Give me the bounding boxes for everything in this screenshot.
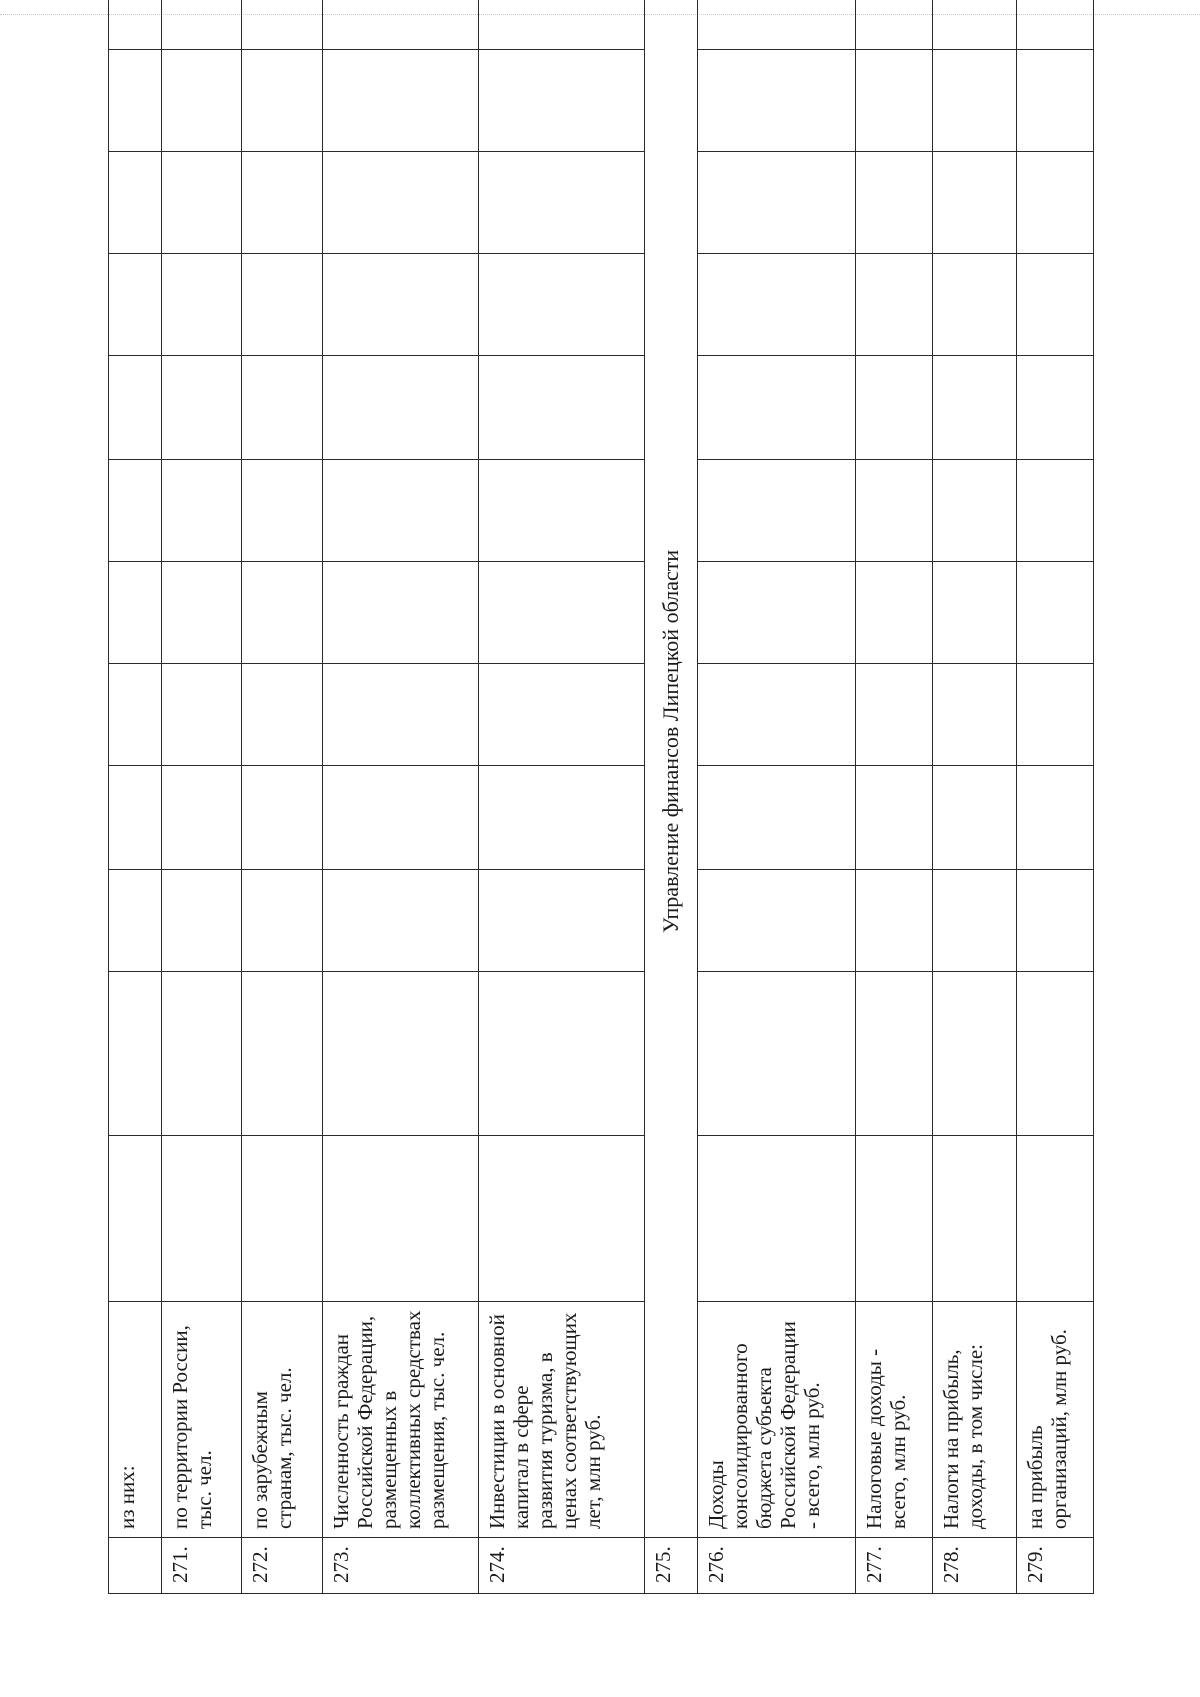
value-cell (109, 766, 162, 870)
value-cell (855, 152, 932, 254)
value-cell (109, 562, 162, 664)
value-cell (162, 766, 241, 870)
value-cell (109, 254, 162, 356)
value-cell (241, 870, 323, 972)
value-cell (1016, 254, 1093, 356)
table-row (323, 0, 478, 1594)
value-cell (162, 1136, 241, 1302)
value-cell (162, 50, 241, 152)
value-cell (855, 50, 932, 152)
row-number: 278. (933, 1538, 1017, 1594)
value-cell (933, 766, 1017, 870)
value-cell (698, 562, 856, 664)
row-number: 279. (1016, 1538, 1093, 1594)
value-cell (855, 356, 932, 460)
value-cell (241, 356, 323, 460)
value-cell (698, 664, 856, 766)
value-cell (933, 50, 1017, 152)
value-cell (109, 972, 162, 1136)
value-cell (109, 0, 162, 50)
row-number: 277. (855, 1538, 932, 1594)
value-cell (323, 0, 478, 50)
value-cell (855, 972, 932, 1136)
value-cell (933, 664, 1017, 766)
row-label: Налоговые доходы - всего, млн руб. (855, 1302, 932, 1538)
row-label: Инвестиции в основной капитал в сфере развития туризма, в ценах соответствующих лет, млн руб. (478, 1302, 644, 1538)
value-cell (1016, 460, 1093, 562)
value-cell (109, 870, 162, 972)
row-label: Доходы консолидированного бюджета субъекта Российской Федерации - всего, млн руб. (698, 1302, 856, 1538)
value-cell (933, 870, 1017, 972)
section-title: Управление финансов Липецкой области (644, 0, 697, 1538)
value-cell (933, 0, 1017, 50)
value-cell (323, 562, 478, 664)
row-label: из них: (109, 1302, 162, 1538)
value-cell (478, 766, 644, 870)
value-cell (478, 870, 644, 972)
value-cell (933, 972, 1017, 1136)
value-cell (241, 50, 323, 152)
table-row (1016, 0, 1093, 1594)
row-label: по территории России, тыс. чел. (162, 1302, 241, 1538)
value-cell (855, 1136, 932, 1302)
value-cell (478, 356, 644, 460)
value-cell (478, 460, 644, 562)
value-cell (478, 1136, 644, 1302)
value-cell (855, 460, 932, 562)
value-cell (241, 1136, 323, 1302)
value-cell (109, 50, 162, 152)
value-cell (478, 254, 644, 356)
indicators-table (108, 0, 1094, 1594)
value-cell (698, 152, 856, 254)
value-cell (478, 50, 644, 152)
value-cell (109, 1136, 162, 1302)
value-cell (698, 460, 856, 562)
value-cell (162, 0, 241, 50)
value-cell (162, 870, 241, 972)
row-label: Численность граждан Российской Федерации, размещенных в коллективных средствах размещения, тыс. чел. (323, 1302, 478, 1538)
row-number: 271. (162, 1538, 241, 1594)
value-cell (241, 460, 323, 562)
value-cell (698, 1136, 856, 1302)
row-number: 274. (478, 1538, 644, 1594)
value-cell (162, 356, 241, 460)
value-cell (855, 766, 932, 870)
value-cell (162, 664, 241, 766)
value-cell (162, 460, 241, 562)
value-cell (698, 254, 856, 356)
row-number (109, 1538, 162, 1594)
value-cell (1016, 1136, 1093, 1302)
value-cell (241, 664, 323, 766)
value-cell (1016, 152, 1093, 254)
row-label: по зарубежным странам, тыс. чел. (241, 1302, 323, 1538)
value-cell (241, 562, 323, 664)
value-cell (855, 664, 932, 766)
value-cell (933, 254, 1017, 356)
value-cell (323, 870, 478, 972)
value-cell (698, 356, 856, 460)
table-row (698, 0, 856, 1594)
row-label: на прибыль организаций, млн руб. (1016, 1302, 1093, 1538)
value-cell (1016, 664, 1093, 766)
value-cell (1016, 972, 1093, 1136)
table-row (478, 0, 644, 1594)
table-row (162, 0, 241, 1594)
value-cell (162, 562, 241, 664)
value-cell (323, 254, 478, 356)
value-cell (855, 254, 932, 356)
value-cell (1016, 356, 1093, 460)
row-number: 275. (644, 1538, 697, 1594)
value-cell (1016, 0, 1093, 50)
value-cell (323, 766, 478, 870)
value-cell (478, 664, 644, 766)
value-cell (323, 1136, 478, 1302)
value-cell (241, 254, 323, 356)
value-cell (933, 1136, 1017, 1302)
value-cell (855, 0, 932, 50)
table-row (933, 0, 1017, 1594)
value-cell (162, 152, 241, 254)
value-cell (698, 766, 856, 870)
row-number: 272. (241, 1538, 323, 1594)
value-cell (323, 152, 478, 254)
rotated-page (108, 114, 1094, 1594)
value-cell (933, 152, 1017, 254)
value-cell (1016, 766, 1093, 870)
value-cell (162, 972, 241, 1136)
value-cell (1016, 870, 1093, 972)
value-cell (698, 0, 856, 50)
value-cell (323, 664, 478, 766)
value-cell (323, 460, 478, 562)
value-cell (109, 152, 162, 254)
value-cell (1016, 562, 1093, 664)
value-cell (698, 870, 856, 972)
value-cell (933, 356, 1017, 460)
value-cell (478, 972, 644, 1136)
value-cell (162, 254, 241, 356)
value-cell (698, 972, 856, 1136)
value-cell (478, 0, 644, 50)
value-cell (241, 152, 323, 254)
value-cell (323, 972, 478, 1136)
section-row (644, 0, 697, 1594)
value-cell (478, 562, 644, 664)
value-cell (109, 356, 162, 460)
table-row (855, 0, 932, 1594)
value-cell (855, 562, 932, 664)
value-cell (109, 664, 162, 766)
value-cell (241, 0, 323, 50)
value-cell (109, 460, 162, 562)
row-number: 273. (323, 1538, 478, 1594)
row-label: Налоги на прибыль, доходы, в том числе: (933, 1302, 1017, 1538)
value-cell (1016, 50, 1093, 152)
value-cell (241, 972, 323, 1136)
value-cell (933, 460, 1017, 562)
value-cell (323, 356, 478, 460)
value-cell (698, 50, 856, 152)
value-cell (241, 766, 323, 870)
table-row (109, 0, 162, 1594)
value-cell (933, 562, 1017, 664)
value-cell (323, 50, 478, 152)
value-cell (855, 870, 932, 972)
table-row (241, 0, 323, 1594)
value-cell (478, 152, 644, 254)
row-number: 276. (698, 1538, 856, 1594)
